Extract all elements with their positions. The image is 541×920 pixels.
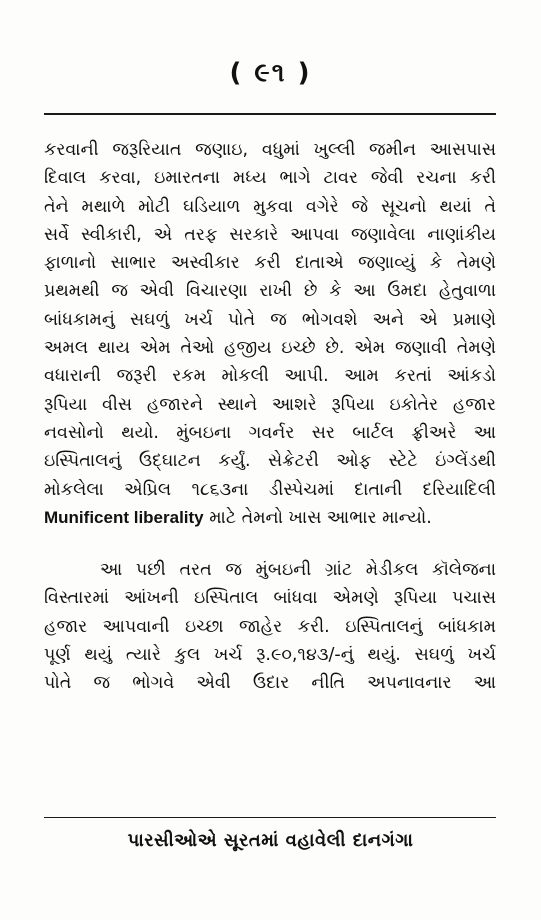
text-line: ફાળાનો સાભાર અસ્વીકાર કરી દાતાએ જણાવ્યું કે તેમણે xyxy=(44,253,496,274)
text-line: ઇસ્પિતાલનું ઉદ્‌ઘાટન કર્યું. સેક્રેટરી ઓફ સ્ટેટે ઇંગ્લેંડથી xyxy=(44,451,496,472)
text-line: પૂર્ણ થયું ત્યારે કુલ ખર્ચ રૂ.૯૦,૧૪૩/-નું થયું. સઘળું ખર્ચ xyxy=(44,645,496,666)
text-line-rest: માટે તેમનો ખાસ આભાર માન્યો. xyxy=(203,507,432,528)
text-line: આ પછી તરત જ મુંબઇની ગ્રાંટ મેડીકલ કૉલેજના xyxy=(100,560,496,581)
text-line: મોકલેલા એપ્રિલ ૧૮૬૩ના ડીસ્પેચમાં દાતાની દરિયાદિલી xyxy=(44,479,496,500)
text-line: તેને મથાળે મોટી ઘડિયાળ મુકવા વગેરે જે સૂચનો થયાં તે xyxy=(44,196,496,217)
text-line: સર્વે સ્વીકારી, એ તરફ સરકારે આપવા જણાવેલા નાણાંકીય xyxy=(44,224,496,245)
paragraph-gap xyxy=(44,532,496,556)
footer-rule xyxy=(44,817,496,818)
text-line: દિવાલ કરવા, ઇમારતના મધ્ય ભાગે ટાવર જેવી રચના કરી xyxy=(44,168,496,189)
text-line: નવસોનો થયો. મુંબઇના ગવર્નર સર બાર્ટલ ફ્રીઅરે આ xyxy=(44,422,496,443)
text-line: પ્રથમથી જ એવી વિચારણા રાખી છે કે આ ઉમદા હેતુવાળા xyxy=(44,281,496,302)
running-footer-title: પારસીઓએ સૂરતમાં વહાવેલી દાનગંગા xyxy=(127,830,414,851)
text-line-final xyxy=(44,504,496,532)
text-line: રૂપિયા વીસ હજારને સ્થાને આશરે રૂપિયા ઇકોતેર હજાર xyxy=(44,394,496,415)
text-line: કરવાની જરૂરિયાત જણાઇ, વધુમાં ખુલ્લી જમીન આસપાસ xyxy=(44,140,496,160)
text-line: અમલ થાય એમ તેઓ હજીય ઇચ્છે છે. એમ જણાવી તેમણે xyxy=(44,338,496,359)
text-line: વિસ્તારમાં આંખની ઇસ્પિતાલ બાંધવા એમણે રૂપિયા પચાસ xyxy=(44,588,496,609)
header-rule xyxy=(44,113,496,115)
text-line: બાંધકામનું સઘળું ખર્ચ પોતે જ ભોગવશે અને એ પ્રમાણે xyxy=(44,309,496,330)
english-phrase: Munificent liberality xyxy=(44,507,204,527)
text-line: પોતે જ ભોગવે એવી ઉદાર નીતિ અપનાવનાર આ xyxy=(44,673,496,694)
text-line: વધારાની જરૂરી રકમ મોકલી આપી. આમ કરતાં આંકડો xyxy=(44,366,496,387)
text-line: હજાર આપવાની ઇચ્છા જાહેર કરી. ઇસ્પિતાલનું બાંધકામ xyxy=(44,616,496,637)
page-number: ( ૯૧ ) xyxy=(229,58,312,88)
body-text xyxy=(44,136,496,698)
